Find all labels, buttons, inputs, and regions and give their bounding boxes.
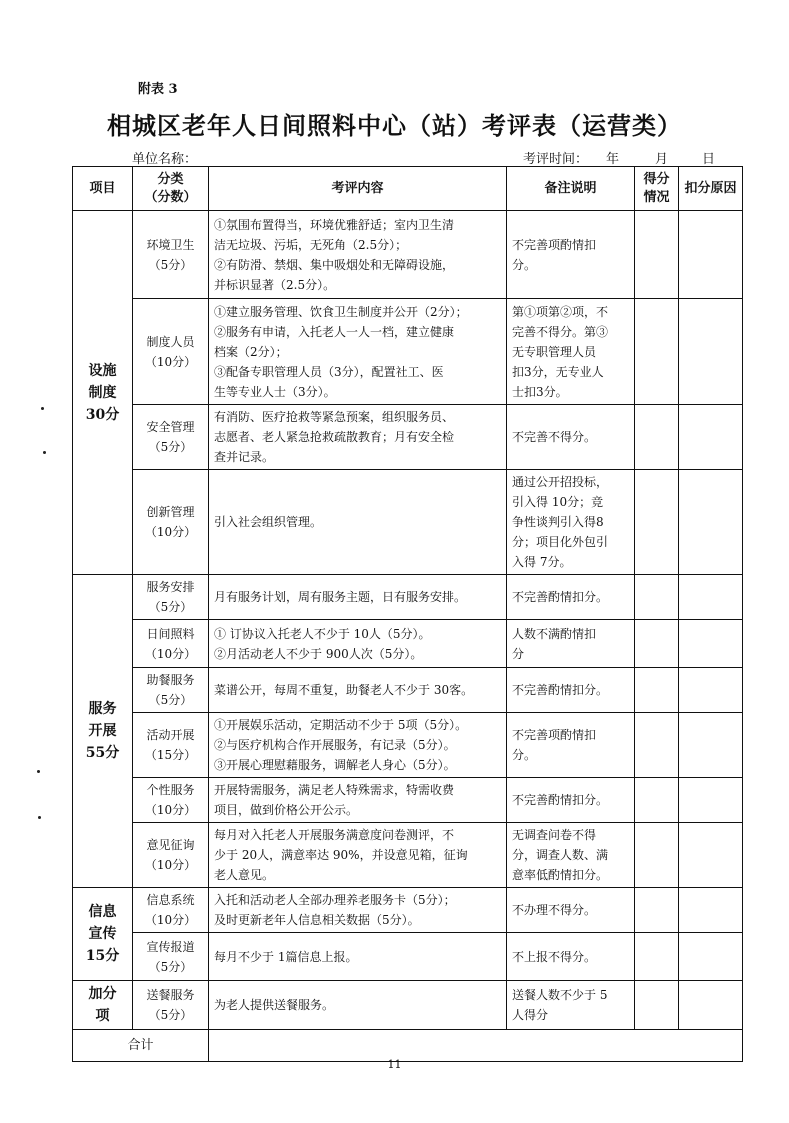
score-cell[interactable] — [635, 981, 679, 1030]
table-row — [73, 299, 743, 405]
note-line: 第①项第②项，不 — [512, 304, 609, 319]
content-line: 项目，做到价格公开公示。 — [214, 803, 359, 817]
header-category-line2: （分数） — [144, 189, 197, 205]
content-line: ③开展心理慰藉服务，调解老人身心（5分）。 — [214, 758, 456, 772]
category-cell — [133, 981, 209, 1030]
table-row — [73, 778, 743, 823]
note-cell — [507, 778, 635, 823]
score-cell[interactable] — [635, 778, 679, 823]
project-cell — [73, 211, 133, 575]
category-score: （5分） — [148, 440, 193, 454]
table-row — [73, 405, 743, 470]
score-cell[interactable] — [635, 823, 679, 888]
note-cell — [507, 668, 635, 713]
score-cell[interactable] — [635, 575, 679, 620]
content-line: ①氛围布置得当，环境优雅舒适；室内卫生清 — [214, 217, 455, 232]
score-cell[interactable] — [635, 299, 679, 405]
table-row — [73, 470, 743, 575]
content-line: 查并记录。 — [214, 450, 275, 464]
category-score: （10分） — [144, 525, 197, 539]
content-line: ③配备专职管理人员（3分），配置社工、医 — [214, 364, 444, 379]
content-line: ① 订协议入托老人不少于 10人（5分）。 — [214, 626, 431, 641]
note-line: 人数不满酌情扣 — [512, 626, 597, 641]
content-cell — [209, 620, 507, 668]
note-line: 分 — [512, 646, 525, 661]
category-name: 日间照料 — [146, 626, 195, 641]
category-name: 环境卫生 — [146, 237, 195, 252]
project-name-line: 加分 — [88, 986, 117, 1002]
content-line: 生等专业人士（3分）。 — [214, 384, 336, 399]
project-name-line: 15分 — [85, 948, 120, 964]
content-line: 引入社会组织管理。 — [214, 515, 323, 529]
content-line: 为老人提供送餐服务。 — [214, 998, 335, 1012]
eval-time — [523, 148, 715, 167]
content-line: 志愿者、老人紧急抢救疏散教育；月有安全检 — [214, 430, 455, 444]
content-line: 每月对入托老人开展服务满意度问卷测评，不 — [214, 828, 455, 842]
scan-dot — [43, 451, 46, 454]
deduction-cell[interactable] — [679, 888, 743, 933]
note-line: 无调查问卷不得 — [512, 828, 597, 842]
content-cell — [209, 823, 507, 888]
content-line: ①建立服务管理、饮食卫生制度并公开（2分）； — [214, 304, 468, 319]
content-line: 洁无垃圾、污垢，无死角（2.5分）； — [214, 237, 408, 252]
project-name-line: 制度 — [88, 384, 117, 401]
category-name: 信息系统 — [146, 893, 195, 907]
note-line: 扣3分，无专业人 — [512, 364, 604, 379]
note-cell — [507, 299, 635, 405]
note-cell — [507, 211, 635, 299]
note-line: 不完善项酌情扣 — [512, 237, 597, 252]
content-cell — [209, 470, 507, 575]
deduction-cell[interactable] — [679, 933, 743, 981]
content-line: ②服务有申请，入托老人一人一档，建立健康 — [214, 324, 455, 339]
table-row — [73, 211, 743, 299]
content-line: 老人意见。 — [214, 868, 275, 882]
category-name: 活动开展 — [146, 728, 195, 742]
score-cell[interactable] — [635, 713, 679, 778]
category-cell — [133, 299, 209, 405]
total-label: 合计 — [73, 1030, 209, 1062]
table-row — [73, 620, 743, 668]
note-line: 意率低酌情扣分。 — [512, 868, 609, 882]
note-line: 争性谈判引入得8 — [512, 515, 604, 529]
note-line: 入得 7分。 — [512, 555, 572, 569]
total-value-cell[interactable] — [209, 1030, 743, 1062]
note-cell — [507, 888, 635, 933]
deduction-cell[interactable] — [679, 620, 743, 668]
deduction-cell[interactable] — [679, 778, 743, 823]
header-score-line2: 情况 — [643, 189, 670, 205]
content-line: 有消防、医疗抢救等紧急预案，组织服务员、 — [214, 410, 455, 424]
deduction-cell[interactable] — [679, 575, 743, 620]
content-line: 月有服务计划，周有服务主题，日有服务安排。 — [214, 590, 467, 604]
day-label: 日 — [702, 152, 716, 167]
content-line: ②与医疗机构合作开展服务，有记录（5分）。 — [214, 738, 456, 752]
note-line: 不完善酌情扣分。 — [512, 683, 609, 697]
score-cell[interactable] — [635, 668, 679, 713]
content-line: 档案（2分）； — [214, 344, 288, 359]
category-cell — [133, 575, 209, 620]
note-cell — [507, 470, 635, 575]
header-score — [635, 167, 679, 211]
score-cell[interactable] — [635, 470, 679, 575]
content-cell — [209, 405, 507, 470]
table-row — [73, 575, 743, 620]
deduction-cell[interactable] — [679, 470, 743, 575]
note-line: 分。 — [512, 257, 537, 272]
project-name-line: 项 — [95, 1008, 110, 1024]
eval-time-label: 考评时间： — [523, 152, 589, 167]
note-line: 无专职管理人员 — [512, 344, 597, 359]
total-row — [73, 1030, 743, 1062]
category-cell — [133, 823, 209, 888]
category-cell — [133, 778, 209, 823]
content-cell — [209, 299, 507, 405]
category-score: （5分） — [148, 257, 193, 272]
scan-dot — [38, 816, 41, 819]
note-line: 不办理不得分。 — [512, 903, 597, 917]
page-number: 11 — [387, 1058, 402, 1071]
unit-name-label: 单位名称： — [132, 152, 198, 167]
content-line: ①开展娱乐活动，定期活动不少于 5项（5分）。 — [214, 718, 468, 732]
table-row — [73, 668, 743, 713]
deduction-cell[interactable] — [679, 299, 743, 405]
header-row — [73, 167, 743, 211]
score-cell[interactable] — [635, 888, 679, 933]
category-score: （15分） — [144, 748, 197, 762]
note-line: 不完善项酌情扣 — [512, 728, 597, 742]
category-score: （10分） — [144, 913, 197, 927]
note-cell — [507, 933, 635, 981]
note-line: 不完善酌情扣分。 — [512, 793, 609, 807]
note-cell — [507, 405, 635, 470]
category-score: （10分） — [144, 858, 197, 872]
category-cell — [133, 933, 209, 981]
note-cell — [507, 620, 635, 668]
content-line: 并标识显著（2.5分）。 — [214, 277, 336, 292]
project-name-line: 开展 — [88, 723, 117, 739]
category-score: （10分） — [144, 646, 197, 661]
category-score: （5分） — [148, 959, 193, 974]
header-content: 考评内容 — [209, 167, 507, 211]
project-cell — [73, 575, 133, 888]
project-name-line: 宣传 — [88, 926, 117, 942]
content-cell — [209, 713, 507, 778]
project-name-line: 设施 — [88, 362, 117, 379]
deduction-cell[interactable] — [679, 405, 743, 470]
content-cell — [209, 778, 507, 823]
content-line: 每月不少于 1篇信息上报。 — [214, 949, 358, 964]
category-score: （5分） — [148, 600, 193, 614]
content-line: 菜谱公开，每周不重复，助餐老人不少于 30客。 — [214, 683, 474, 697]
deduction-cell[interactable] — [679, 211, 743, 299]
year-label: 年 — [606, 152, 620, 167]
table-row — [73, 981, 743, 1030]
category-name: 制度人员 — [146, 334, 195, 349]
note-line: 人得分 — [512, 1008, 549, 1022]
category-cell — [133, 405, 209, 470]
project-name-line: 服务 — [88, 701, 117, 717]
deduction-cell[interactable] — [679, 981, 743, 1030]
score-cell[interactable] — [635, 405, 679, 470]
project-name-line: 信息 — [88, 904, 117, 920]
evaluation-table — [72, 166, 743, 1062]
project-name-line: 30分 — [85, 406, 120, 423]
note-line: 送餐人数不少于 5 — [512, 988, 608, 1002]
note-line: 分，调查人数、满 — [512, 848, 609, 862]
category-name: 个性服务 — [146, 783, 195, 797]
category-score: （5分） — [148, 693, 193, 707]
project-cell — [73, 981, 133, 1030]
category-score: （5分） — [148, 1008, 193, 1022]
deduction-cell[interactable] — [679, 823, 743, 888]
content-cell — [209, 888, 507, 933]
header-project: 项目 — [73, 167, 133, 211]
category-cell — [133, 888, 209, 933]
header-note: 备注说明 — [507, 167, 635, 211]
header-category-line1: 分类 — [157, 171, 184, 187]
header-category — [133, 167, 209, 211]
note-line: 不上报不得分。 — [512, 949, 597, 964]
note-cell — [507, 823, 635, 888]
scan-dot — [41, 407, 44, 410]
category-cell — [133, 713, 209, 778]
table-row — [73, 823, 743, 888]
category-name: 送餐服务 — [146, 988, 195, 1002]
note-line: 引入得 10分；竞 — [512, 495, 604, 509]
category-name: 创新管理 — [146, 505, 195, 519]
score-cell[interactable] — [635, 620, 679, 668]
page-title: 相城区老年人日间照料中心（站）考评表（运营类） — [107, 112, 682, 140]
table-row — [73, 713, 743, 778]
category-name: 助餐服务 — [146, 673, 195, 687]
category-name: 安全管理 — [146, 420, 195, 434]
header-deduction: 扣分原因 — [679, 167, 743, 211]
category-name: 宣传报道 — [146, 939, 195, 954]
content-line: ②有防滑、禁烟、集中吸烟处和无障碍设施， — [214, 257, 455, 272]
deduction-cell[interactable] — [679, 668, 743, 713]
deduction-cell[interactable] — [679, 713, 743, 778]
category-name: 服务安排 — [146, 580, 195, 594]
content-line: ②月活动老人不少于 900人次（5分）。 — [214, 646, 423, 661]
note-cell — [507, 981, 635, 1030]
content-line: 入托和活动老人全部办理养老服务卡（5分）； — [214, 893, 456, 907]
table-body — [73, 211, 743, 1062]
scan-dot — [37, 770, 40, 773]
content-line: 及时更新老年人信息相关数据（5分）。 — [214, 913, 420, 927]
header-score-line1: 得分 — [643, 171, 670, 187]
month-label: 月 — [655, 152, 669, 167]
table-row — [73, 933, 743, 981]
category-cell — [133, 211, 209, 299]
attachment-label: 附表 3 — [138, 82, 178, 97]
content-cell — [209, 933, 507, 981]
content-cell — [209, 981, 507, 1030]
table-row — [73, 888, 743, 933]
category-cell — [133, 620, 209, 668]
note-line: 不完善酌情扣分。 — [512, 590, 609, 604]
note-line: 完善不得分。第③ — [512, 324, 609, 339]
content-cell — [209, 211, 507, 299]
note-cell — [507, 575, 635, 620]
category-cell — [133, 668, 209, 713]
note-line: 士扣3分。 — [512, 384, 568, 399]
category-score: （10分） — [144, 354, 197, 369]
project-name-line: 55分 — [85, 745, 120, 761]
score-cell[interactable] — [635, 933, 679, 981]
note-line: 分。 — [512, 748, 537, 762]
content-line: 开展特需服务，满足老人特殊需求，特需收费 — [214, 783, 455, 797]
content-cell — [209, 575, 507, 620]
score-cell[interactable] — [635, 211, 679, 299]
note-cell — [507, 713, 635, 778]
note-line: 分；项目化外包引 — [512, 535, 609, 549]
category-score: （10分） — [144, 803, 197, 817]
project-cell — [73, 888, 133, 981]
content-cell — [209, 668, 507, 713]
note-line: 不完善不得分。 — [512, 430, 597, 444]
category-name: 意见征询 — [146, 838, 195, 852]
content-line: 少于 20人，满意率达 90%，并设意见箱，征询 — [214, 848, 468, 862]
note-line: 通过公开招投标， — [512, 475, 609, 489]
category-cell — [133, 470, 209, 575]
